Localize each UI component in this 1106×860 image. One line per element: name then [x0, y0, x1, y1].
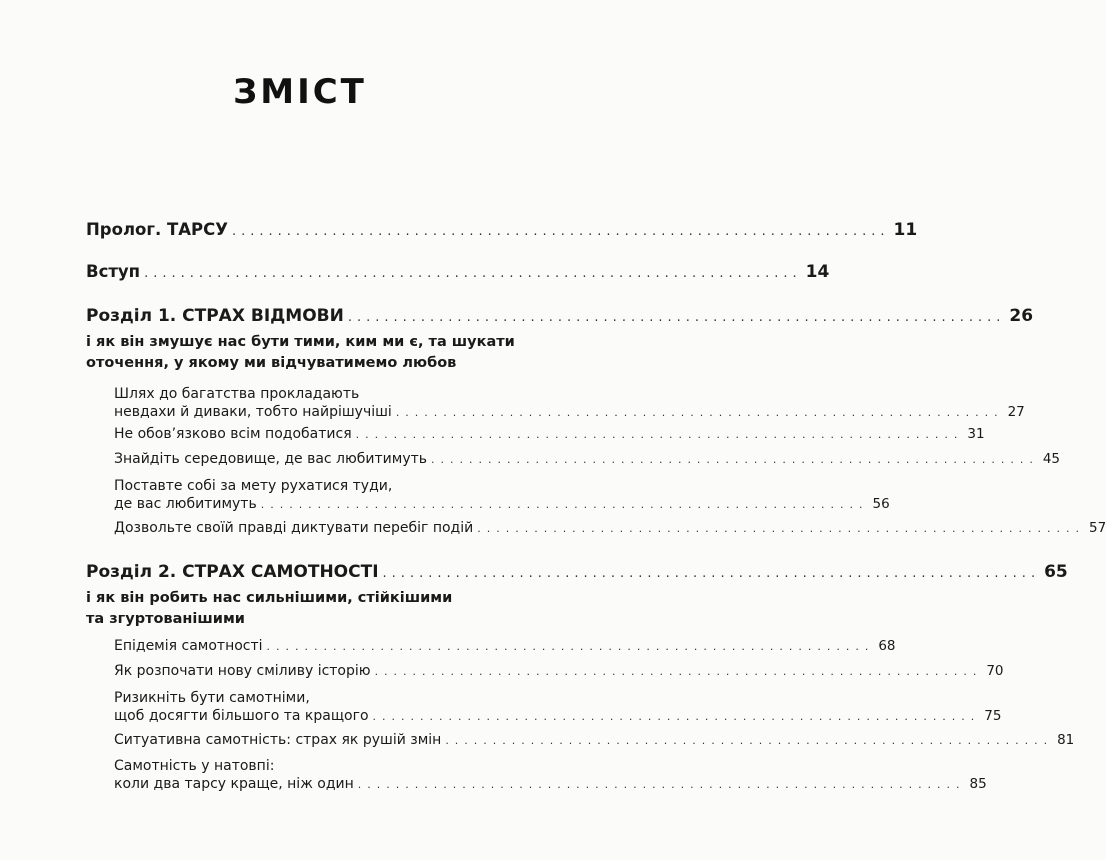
entry-line: Поставте собі за мету рухатися туди,: [114, 478, 393, 494]
chapter-heading[interactable]: [86, 306, 1034, 332]
subtitle-line: та згуртованішими: [86, 611, 245, 627]
chapter-subtitle: [86, 588, 550, 630]
page-number: 45: [1042, 451, 1060, 467]
dot-leader: ................................................................: [266, 640, 875, 653]
dot-leader: ................................................................: [374, 665, 983, 678]
dot-leader: ................................................................: [445, 734, 1054, 747]
section-entry[interactable]: [114, 663, 1004, 679]
chapter-heading[interactable]: [86, 562, 1068, 588]
entry-line: коли два тарсу краще, ніж один: [114, 776, 354, 792]
page-number: 85: [969, 776, 987, 792]
section-entry[interactable]: [114, 426, 985, 442]
entry-line: Ситуативна самотність: страх як рушій змін: [114, 732, 442, 748]
entry-line: Знайдіть середовище, де вас любитимуть: [114, 451, 428, 467]
page-number: 81: [1057, 732, 1075, 748]
entry-line: щоб досягти більшого та кращого: [114, 708, 369, 724]
section-list: [114, 384, 1106, 536]
page-number: 11: [893, 220, 918, 240]
dot-leader: ........................................................................: [144, 266, 802, 281]
entry-line: Шлях до багатства прокладають: [114, 386, 360, 402]
dot-leader: ................................................................: [395, 406, 1004, 419]
page-number: 70: [986, 663, 1004, 679]
chapter-label: Розділ 2. СТРАХ САМОТНОСТІ: [86, 562, 379, 582]
dot-leader: ................................................................: [477, 522, 1085, 535]
toc-entry-prologue[interactable]: [86, 220, 918, 250]
entry-line: Дозвольте своїй правді диктувати перебіг подій: [114, 520, 474, 536]
page-title: ЗМІСТ: [233, 72, 367, 112]
dot-leader: ................................................................: [372, 710, 981, 723]
entry-label: Пролог. ТАРСУ: [86, 220, 228, 239]
entry-line: Як розпочати нову сміливу історію: [114, 663, 371, 679]
entry-line: невдахи й диваки, тобто найрішучіші: [114, 404, 392, 420]
section-entry[interactable]: [114, 476, 890, 512]
page-number: 65: [1044, 562, 1068, 582]
section-list: [114, 638, 1075, 792]
page-number: 26: [1009, 306, 1034, 326]
dot-leader: ........................................................................: [231, 224, 890, 239]
table-of-contents: [86, 220, 1106, 792]
subtitle-line: і як він робить нас сильнішими, стійкішими: [86, 590, 453, 606]
section-entry[interactable]: [114, 756, 987, 792]
entry-line: Не обов’язково всім подобатися: [114, 426, 352, 442]
section-entry[interactable]: [114, 732, 1075, 748]
entry-line: де вас любитимуть: [114, 496, 257, 512]
entry-label: Вступ: [86, 262, 141, 281]
subtitle-line: оточення, у якому ми відчуватимемо любов: [86, 355, 457, 371]
page-number: 75: [984, 708, 1002, 724]
entry-line: Ризикніть бути самотніми,: [114, 690, 310, 706]
toc-entry-intro[interactable]: [86, 262, 830, 292]
page-number: 14: [805, 262, 830, 282]
dot-leader: ................................................................: [260, 498, 869, 511]
section-entry[interactable]: [114, 384, 1025, 420]
section-entry[interactable]: [114, 688, 1002, 724]
entry-line: Епідемія самотності: [114, 638, 263, 654]
chapter-block: [86, 562, 1075, 792]
page-number: 31: [967, 426, 985, 442]
chapter-label: Розділ 1. СТРАХ ВІДМОВИ: [86, 306, 344, 326]
page-number: 68: [878, 638, 896, 654]
page-number: 57: [1089, 520, 1106, 536]
dot-leader: ................................................................: [431, 453, 1039, 466]
entry-line: Самотність у натовпі:: [114, 758, 275, 774]
section-entry[interactable]: [114, 520, 1106, 536]
chapter-subtitle: [86, 332, 550, 374]
dot-leader: ........................................................................: [382, 566, 1041, 581]
dot-leader: ................................................................: [357, 778, 966, 791]
section-entry[interactable]: [114, 451, 1060, 467]
dot-leader: ................................................................: [355, 428, 964, 441]
section-entry[interactable]: [114, 638, 896, 654]
dot-leader: ........................................................................: [347, 310, 1006, 325]
page-number: 56: [872, 496, 890, 512]
subtitle-line: і як він змушує нас бути тими, ким ми є, та шукати: [86, 334, 515, 350]
page-number: 27: [1007, 404, 1025, 420]
chapter-block: [86, 306, 1106, 536]
